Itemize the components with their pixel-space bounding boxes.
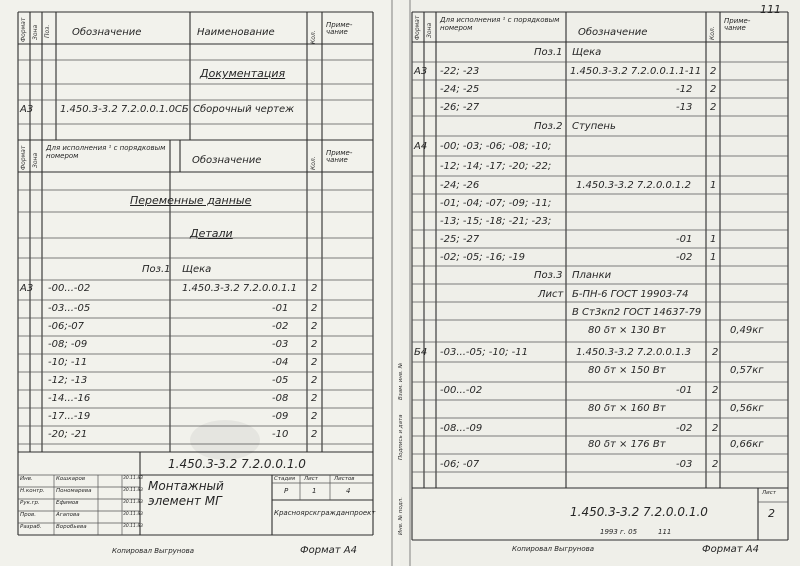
r-stamp: 1993 г. 05: [600, 528, 638, 536]
row-designation: -02: [272, 321, 289, 332]
signer-role: Н.контр.: [20, 488, 45, 494]
item-note: 0,49кг: [730, 325, 764, 336]
r-pos2-designation3: -02: [676, 252, 693, 263]
row-qty: 2: [311, 393, 318, 404]
section-variable-data: Переменные данные: [130, 194, 252, 207]
row-designation: -08: [272, 393, 289, 404]
signer-role: Инв.: [20, 476, 33, 482]
doc-row-name: Сборочный чертеж: [193, 104, 295, 115]
r-pos1-name: Щека: [572, 47, 602, 58]
sheet-label: Лист: [304, 476, 318, 482]
stage-label: Стадия: [274, 476, 296, 482]
row-designation: -03: [272, 339, 289, 350]
r-footer-sheet-label: Лист: [762, 490, 776, 496]
signer-name: Ефимов: [56, 500, 79, 506]
row-variant: -20; -21: [48, 429, 88, 440]
r-col-variant-header: Для исполнения ¹ с порядковым номером: [440, 16, 560, 33]
left-footer-copy: Копировал Выгрунова: [112, 547, 195, 555]
item-variant: -03...-05; -10; -11: [440, 347, 528, 358]
item-size: 80 δт × 150 Вт: [588, 365, 666, 376]
r-pos2-name: Ступень: [572, 121, 616, 132]
pos2-variant-line: -25; -27: [440, 234, 480, 245]
col-note-header: Приме-чание: [326, 21, 353, 36]
col-note-header-2: Приме-чание: [326, 149, 353, 164]
pos1-row-variant: -22; -23: [440, 66, 480, 77]
row-format: А3: [20, 283, 34, 294]
sheets-label: Листов: [334, 476, 355, 482]
signer-date: 30.11.83: [123, 488, 144, 493]
signer-date: 30.11.83: [123, 524, 144, 529]
col-qty-header-2: Кол.: [310, 156, 317, 170]
left-footer-format: Формат А4: [300, 545, 357, 556]
item-designation: -02: [676, 423, 693, 434]
row-variant: -03...-05: [48, 303, 91, 314]
r-footer-format: Формат А4: [702, 544, 759, 555]
doc-row-designation: 1.450.3-3.2 7.2.0.0.1.0СБ: [60, 104, 189, 115]
row-qty: 2: [311, 375, 318, 386]
row-designation: -01: [272, 303, 289, 314]
col-pos-header: Поз.: [44, 24, 51, 38]
pos2-variant-line: -02; -05; -16; -19: [440, 252, 525, 263]
organization: Красноярскгражданпроект: [274, 509, 376, 517]
item-qty: 2: [712, 385, 719, 396]
pos-label: Поз.1: [142, 264, 171, 275]
signer-name: Пономарева: [56, 488, 92, 494]
right-spec-sheet: [400, 0, 800, 566]
item-qty: 2: [712, 423, 719, 434]
row-qty: 2: [311, 357, 318, 368]
item-qty: 2: [712, 347, 719, 358]
sheets-value: 4: [346, 487, 351, 495]
signer-role: Разраб.: [20, 524, 42, 530]
row-qty: 2: [311, 429, 318, 440]
title-line-1: Монтажный: [148, 479, 224, 493]
row-qty: 2: [311, 283, 318, 294]
row-variant: -10; -11: [48, 357, 88, 368]
pos2-variant-line: -00; -03; -06; -08; -10;: [440, 141, 552, 152]
r-footer-sheet: 2: [768, 507, 775, 520]
item-size: 80 δт × 160 Вт: [588, 403, 666, 414]
row-designation: -09: [272, 411, 289, 422]
item-variant: -08...-09: [440, 423, 483, 434]
item-designation: 1.450.3-3.2 7.2.0.0.1.3: [576, 347, 691, 358]
row-variant: -06;-07: [48, 321, 85, 332]
item-variant: -00...-02: [440, 385, 483, 396]
item-note: 0,56кг: [730, 403, 764, 414]
pos1-row-variant: -26; -27: [440, 102, 480, 113]
side-label-replace: Взам. инв. №: [398, 362, 404, 400]
pos1-row-designation: -12: [676, 84, 693, 95]
r-pos2-qty1: 1: [710, 180, 717, 191]
r-material-2: В Ст3кп2 ГОСТ 14637-79: [572, 307, 702, 318]
r-footer-copy: Копировал Выгрунова: [512, 545, 595, 553]
r-stamp-2: 111: [658, 528, 672, 536]
pos2-variant-line: -24; -26: [440, 180, 480, 191]
pos-name: Щека: [182, 264, 212, 275]
col-qty-header: Кол.: [310, 30, 317, 44]
r-pos2-qty2: 1: [710, 234, 717, 245]
signer-date: 30.11.83: [123, 476, 144, 481]
r-pos1-label: Поз.1: [534, 47, 563, 58]
signer-role: Рук.гр.: [20, 500, 40, 506]
item-qty: 2: [712, 459, 719, 470]
r-col-zone-header: Зона: [426, 22, 433, 38]
title-block-code: 1.450.3-3.2 7.2.0.0.1.0: [168, 457, 306, 471]
r-pos2-qty3: 1: [710, 252, 717, 263]
doc-row-format: А3: [20, 104, 34, 115]
side-label-signature: Подпись и дата: [398, 414, 404, 460]
r-pos2-label: Поз.2: [534, 121, 563, 132]
pos1-row-designation: -13: [676, 102, 693, 113]
sheet-value: 1: [312, 487, 317, 495]
r-pos3-format: Б4: [414, 347, 428, 358]
r-pos3-label: Поз.3: [534, 270, 563, 281]
r-pos2-designation2: -01: [676, 234, 693, 245]
pos1-row-format: А3: [414, 66, 428, 77]
r-pos3-name: Планки: [572, 270, 612, 281]
signer-date: 30.11.83: [123, 512, 144, 517]
section-documentation: Документация: [200, 67, 286, 80]
pos1-row-designation: 1.450.3-3.2 7.2.0.0.1.1-11: [570, 66, 702, 77]
signer-name: Кошкаров: [56, 476, 86, 482]
pos1-row-qty: 2: [710, 66, 717, 77]
pos1-row-qty: 2: [710, 84, 717, 95]
row-qty: 2: [311, 339, 318, 350]
row-variant: -17...-19: [48, 411, 91, 422]
row-variant: -14...-16: [48, 393, 91, 404]
r-col-format-header: Формат: [414, 15, 421, 40]
signer-date: 30.11.83: [123, 500, 144, 505]
row-qty: 2: [311, 303, 318, 314]
col-zone-header-2: Зона: [32, 152, 39, 168]
title-line-2: элемент МГ: [148, 494, 222, 508]
pos2-variant-line: -13; -15; -18; -21; -23;: [440, 216, 552, 227]
col-variant-header: Для исполнения ¹ с порядковым номером: [46, 144, 166, 161]
signer-name: Воробьева: [56, 524, 87, 530]
r-pos2-format: А4: [414, 141, 428, 152]
pos1-row-qty: 2: [710, 102, 717, 113]
row-variant: -12; -13: [48, 375, 88, 386]
row-qty: 2: [311, 411, 318, 422]
section-details: Детали: [190, 227, 233, 240]
side-label-inv: Инв. № подл.: [398, 497, 404, 535]
row-qty: 2: [311, 321, 318, 332]
item-designation: -01: [676, 385, 693, 396]
pos1-row-variant: -24; -25: [440, 84, 480, 95]
item-designation: -03: [676, 459, 693, 470]
row-variant: -00...-02: [48, 283, 91, 294]
r-col-note-header: Приме-чание: [724, 17, 751, 32]
row-variant: -08; -09: [48, 339, 88, 350]
page-number: 111: [760, 3, 781, 16]
col-zone-header: Зона: [32, 24, 39, 40]
item-variant: -06; -07: [440, 459, 480, 470]
row-designation: 1.450.3-3.2 7.2.0.0.1.1: [182, 283, 297, 294]
row-designation: -04: [272, 357, 289, 368]
r-col-designation-header: Обозначение: [578, 27, 648, 38]
r-pos2-designation: 1.450.3-3.2 7.2.0.0.1.2: [576, 180, 691, 191]
stage-value: Р: [284, 487, 289, 495]
r-footer-code: 1.450.3-3.2 7.2.0.0.1.0: [570, 505, 708, 519]
item-size: 80 δт × 130 Вт: [588, 325, 666, 336]
paper-smudge: [190, 420, 260, 460]
r-col-qty-header: Кол.: [709, 26, 716, 40]
row-designation: -10: [272, 429, 289, 440]
r-sheet-label: Лист: [538, 289, 564, 300]
col-designation-header: Обозначение: [72, 27, 142, 38]
pos2-variant-line: -12; -14; -17; -20; -22;: [440, 161, 552, 172]
r-material-1: Б-ПН-6 ГОСТ 19903-74: [572, 289, 689, 300]
col-format-header-2: Формат: [20, 145, 27, 170]
signer-name: Агапова: [56, 512, 80, 518]
item-note: 0,57кг: [730, 365, 764, 376]
item-size: 80 δт × 176 Вт: [588, 439, 666, 450]
pos2-variant-line: -01; -04; -07; -09; -11;: [440, 198, 552, 209]
signer-role: Пров.: [20, 512, 36, 518]
col-designation-header-2: Обозначение: [192, 155, 262, 166]
col-name-header: Наименование: [197, 27, 275, 38]
row-designation: -05: [272, 375, 289, 386]
item-note: 0,66кг: [730, 439, 764, 450]
col-format-header: Формат: [20, 17, 27, 42]
